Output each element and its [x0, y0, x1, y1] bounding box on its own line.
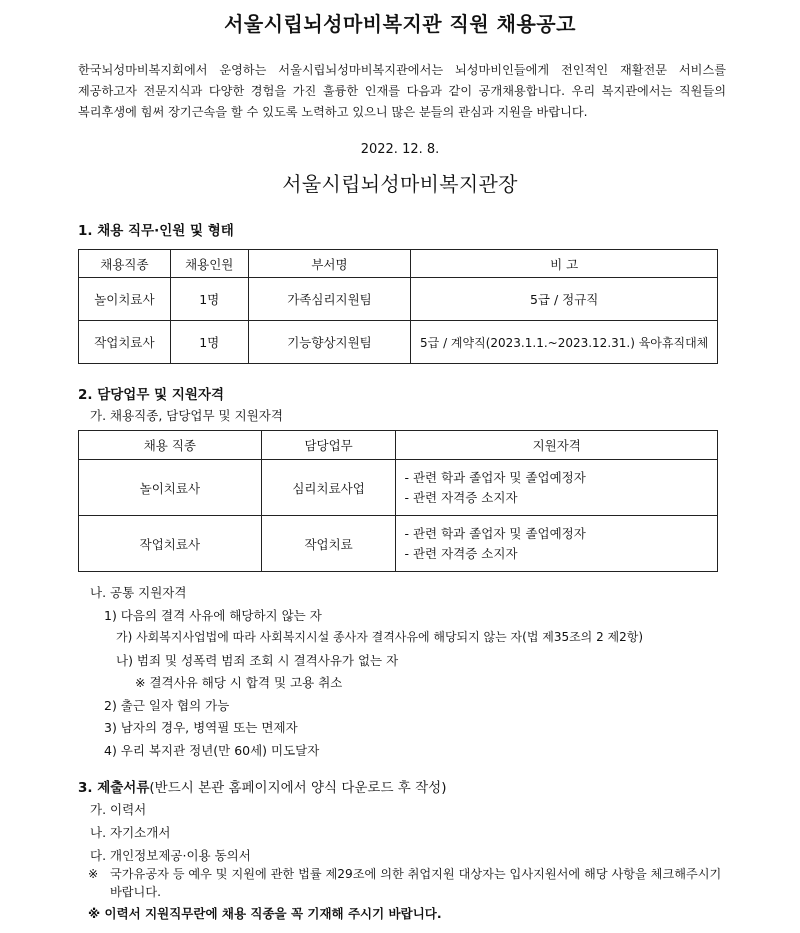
section3-heading — [78, 776, 447, 796]
document-item: 다. 개인정보제공·이용 동의서 — [90, 848, 251, 863]
table-row — [79, 278, 718, 321]
common-qual-note: ※ 결격사유 해당 시 합격 및 고용 취소 — [135, 675, 343, 690]
application-reminder: ※ 이력서 지원직무란에 채용 직종을 꼭 기재해 주시기 바랍니다. — [88, 906, 442, 921]
cell-duty: 작업치료 — [261, 516, 396, 572]
section1-heading: 1. 채용 직무·인원 및 형태 — [78, 223, 234, 239]
qualification-line: - 관련 자격증 소지자 — [404, 545, 518, 561]
qualification-line: - 관련 학과 졸업자 및 졸업예정자 — [404, 525, 586, 541]
header-dept: 부서명 — [248, 250, 411, 278]
cell-note: 5급 / 정규직 — [411, 278, 718, 321]
cell-job: 놀이치료사 — [79, 460, 262, 516]
cell-count: 1명 — [170, 278, 248, 321]
common-qual-item: 2) 출근 일자 협의 가능 — [104, 698, 230, 713]
cell-qualification — [396, 516, 718, 572]
document-title: 서울시립뇌성마비복지관 직원 채용공고 — [224, 12, 576, 36]
common-qual-subitem: 가) 사회복지사업법에 따라 사회복지시설 종사자 결격사유에 해당되지 않는 자(법 제35조의 2 제2항) — [116, 630, 644, 644]
common-qual-subitem: 나) 범죄 및 성폭력 범죄 조회 시 결격사유가 없는 자 — [116, 653, 399, 668]
cell-note: 5급 / 계약직(2023.1.1.~2023.12.31.) 육아휴직대체 — [411, 321, 718, 364]
signer-name: 서울시립뇌성마비복지관장 — [282, 172, 518, 196]
table-row — [79, 460, 718, 516]
cell-count: 1명 — [170, 321, 248, 364]
cell-qualification — [396, 460, 718, 516]
table-row — [79, 321, 718, 364]
header-note: 비 고 — [411, 250, 718, 278]
document-item: 가. 이력서 — [90, 802, 147, 817]
cell-job: 놀이치료사 — [79, 278, 171, 321]
cell-job: 작업치료사 — [79, 321, 171, 364]
qualification-line: - 관련 학과 졸업자 및 졸업예정자 — [404, 469, 586, 485]
header-count: 채용인원 — [170, 250, 248, 278]
veterans-note — [88, 865, 728, 901]
qualification-table-header — [79, 431, 718, 460]
section3-heading-bold: 3. 제출서류 — [78, 780, 150, 796]
section2-heading: 2. 담당업무 및 지원자격 — [78, 387, 224, 403]
qualification-line: - 관련 자격증 소지자 — [404, 489, 518, 505]
table-row — [79, 516, 718, 572]
cell-dept: 가족심리지원팀 — [248, 278, 411, 321]
note-mark: ※ — [88, 867, 99, 881]
hiring-table — [78, 249, 718, 364]
header-job-type: 채용 직종 — [79, 431, 262, 460]
common-qual-item: 4) 우리 복지관 정년(만 60세) 미도달자 — [104, 743, 320, 758]
qualification-table — [78, 430, 718, 572]
header-job: 채용직종 — [79, 250, 171, 278]
common-qual-item: 1) 다음의 결격 사유에 해당하지 않는 자 — [104, 608, 322, 623]
cell-dept: 기능향상지원팀 — [248, 321, 411, 364]
document-item: 나. 자기소개서 — [90, 825, 171, 840]
hiring-table-header — [79, 250, 718, 278]
section2-sub-na: 나. 공통 지원자격 — [90, 585, 187, 600]
note-text: 국가유공자 등 예우 및 지원에 관한 법률 제29조에 의한 취업지원 대상자는 입사지원서에 해당 사항을 체크해주시기 바랍니다. — [110, 867, 722, 899]
cell-duty: 심리치료사업 — [261, 460, 396, 516]
header-duty: 담당업무 — [261, 431, 396, 460]
announcement-date: 2022. 12. 8. — [360, 142, 440, 157]
common-qual-item: 3) 남자의 경우, 병역필 또는 면제자 — [104, 720, 298, 735]
section3-heading-note: (반드시 본관 홈페이지에서 양식 다운로드 후 작성) — [149, 780, 447, 796]
header-qualification: 지원자격 — [396, 431, 718, 460]
section2-sub-ga: 가. 채용직종, 담당업무 및 지원자격 — [90, 408, 283, 423]
cell-job: 작업치료사 — [79, 516, 262, 572]
intro-paragraph: 한국뇌성마비복지회에서 운영하는 서울시립뇌성마비복지관에서는 뇌성마비인들에게 전인적인 재활전문 서비스를 제공하고자 전문지식과 다양한 경험을 가진 훌륭한 인재를 다음과 같이 공개채용합니다. 우리 복지관에서는 직원들의 복리후생에 힘써 장기근속을 할 수 있도록 노력하고 있으니 많은 분들의 관심과 지원을 바랍니다. — [78, 63, 726, 119]
